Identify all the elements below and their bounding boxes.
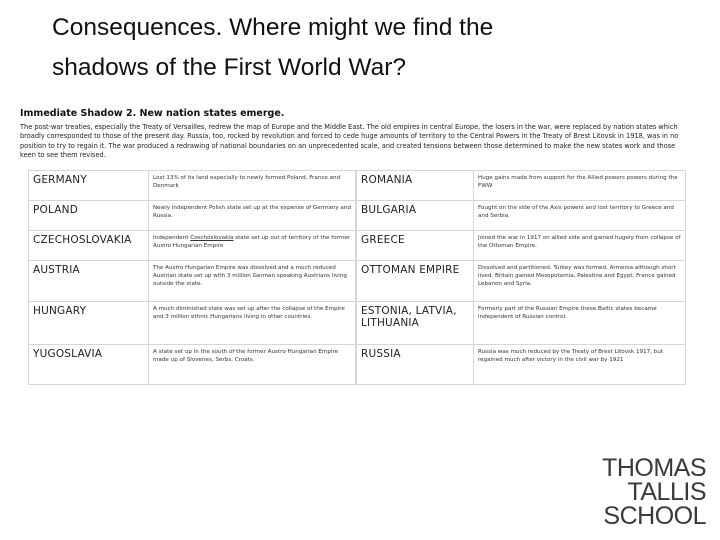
logo-line-3: SCHOOL — [603, 502, 706, 530]
document-intro: The post-war treaties, especially the Treaty of Versailles, redrew the map of Europe and the Middle East. The old empires in central Europe, the losers in the war, were replaced by nation states which broadly corresponded to those of the present day. Russia, too, rocked by revolution and forced to cede huge amounts of territory to the Central Powers in the Treaty of Brest Litovsk in 1918, was in no position to try to regain it. The war produced a redrawing of national boundaries on an unprecedented scale, and created tensions between those determined to make the new states work and those keen to see them revised. — [20, 123, 679, 159]
country-cell: AUSTRIA — [29, 261, 149, 302]
table-row — [29, 171, 356, 201]
country-line-1: ESTONIA, LATVIA, — [361, 305, 457, 318]
description-cell: Formerly part of the Russian Empire these Baltic states became independent of Russian control. — [474, 302, 686, 345]
description-text: state set up out of territory of the former Austro Hungarian Empire — [153, 235, 351, 250]
table-row — [357, 231, 686, 261]
description-cell: Lost 13% of its land especially to newly formed Poland, France and Denmark — [149, 171, 356, 201]
country-cell: CZECHOSLOVAKIA — [29, 231, 149, 261]
description-cell: Newly independent Polish state set up at the expense of Germany and Russia. — [149, 201, 356, 231]
school-logo — [602, 456, 706, 528]
right-table — [356, 170, 686, 385]
description-cell: The Austro Hungarian Empire was dissolved and a much reduced Austrian state set up with 3 million German speaking Austrians living outside the state. — [149, 261, 356, 302]
left-table — [28, 170, 356, 385]
description-cell: Dissolved and partitioned. Turkey was formed. Armenia although short lived. Britain gained Mesopotamia, Palestine and Egypt. France gained Lebanon and Syria. — [474, 261, 686, 302]
tables-area — [16, 170, 686, 404]
table-row — [29, 261, 356, 302]
description-text: Independent — [153, 235, 191, 242]
table-row — [357, 201, 686, 231]
description-cell: Joined the war in 1917 on allied side and gained hugely from collapse of the Ottoman Empire. — [474, 231, 686, 261]
country-cell: OTTOMAN EMPIRE — [357, 261, 474, 302]
country-cell: BULGARIA — [357, 201, 474, 231]
description-cell: Russia was much reduced by the Treaty of Brest Litovsk 1917, but regained much after victory in the civil war by 1921 — [474, 345, 686, 385]
table-row — [357, 171, 686, 201]
underlined-term: Czechoslovakia — [190, 235, 234, 242]
description-cell: A much diminished state was set up after the collapse of the Empire and 3 million ethnic Hungarians living in other countries. — [149, 302, 356, 345]
table-row — [357, 261, 686, 302]
country-cell: POLAND — [29, 201, 149, 231]
description-cell: Huge gains made from support for the Allied powers powers during the FWW — [474, 171, 686, 201]
table-row — [29, 201, 356, 231]
description-cell — [149, 231, 356, 261]
country-cell: YUGOSLAVIA — [29, 345, 149, 385]
table-row — [29, 345, 356, 385]
logo-line-2: TALLIS — [627, 478, 706, 506]
country-cell: HUNGARY — [29, 302, 149, 345]
slide-title — [52, 8, 692, 88]
document-heading: Immediate Shadow 2. New nation states emerge. — [20, 108, 285, 119]
document-image — [16, 108, 686, 438]
table-row — [29, 302, 356, 345]
description-cell: A state set up in the south of the former Austro Hungarian Empire made up of Slovenes, Serbs, Croats. — [149, 345, 356, 385]
country-cell: GERMANY — [29, 171, 149, 201]
country-cell — [357, 302, 474, 345]
country-cell: RUSSIA — [357, 345, 474, 385]
slide-title-line-1: Consequences. Where might we find the — [52, 14, 494, 41]
description-cell: Fought on the side of the Axis powers and lost territory to Greece and and Serbia. — [474, 201, 686, 231]
logo-line-1: THOMAS — [602, 454, 706, 482]
table-row — [357, 302, 686, 345]
table-row — [357, 345, 686, 385]
country-cell: ROMANIA — [357, 171, 474, 201]
table-row — [29, 231, 356, 261]
country-line-2: LITHUANIA — [361, 317, 420, 330]
country-cell: GREECE — [357, 231, 474, 261]
slide-title-line-2: shadows of the First World War? — [52, 54, 407, 81]
